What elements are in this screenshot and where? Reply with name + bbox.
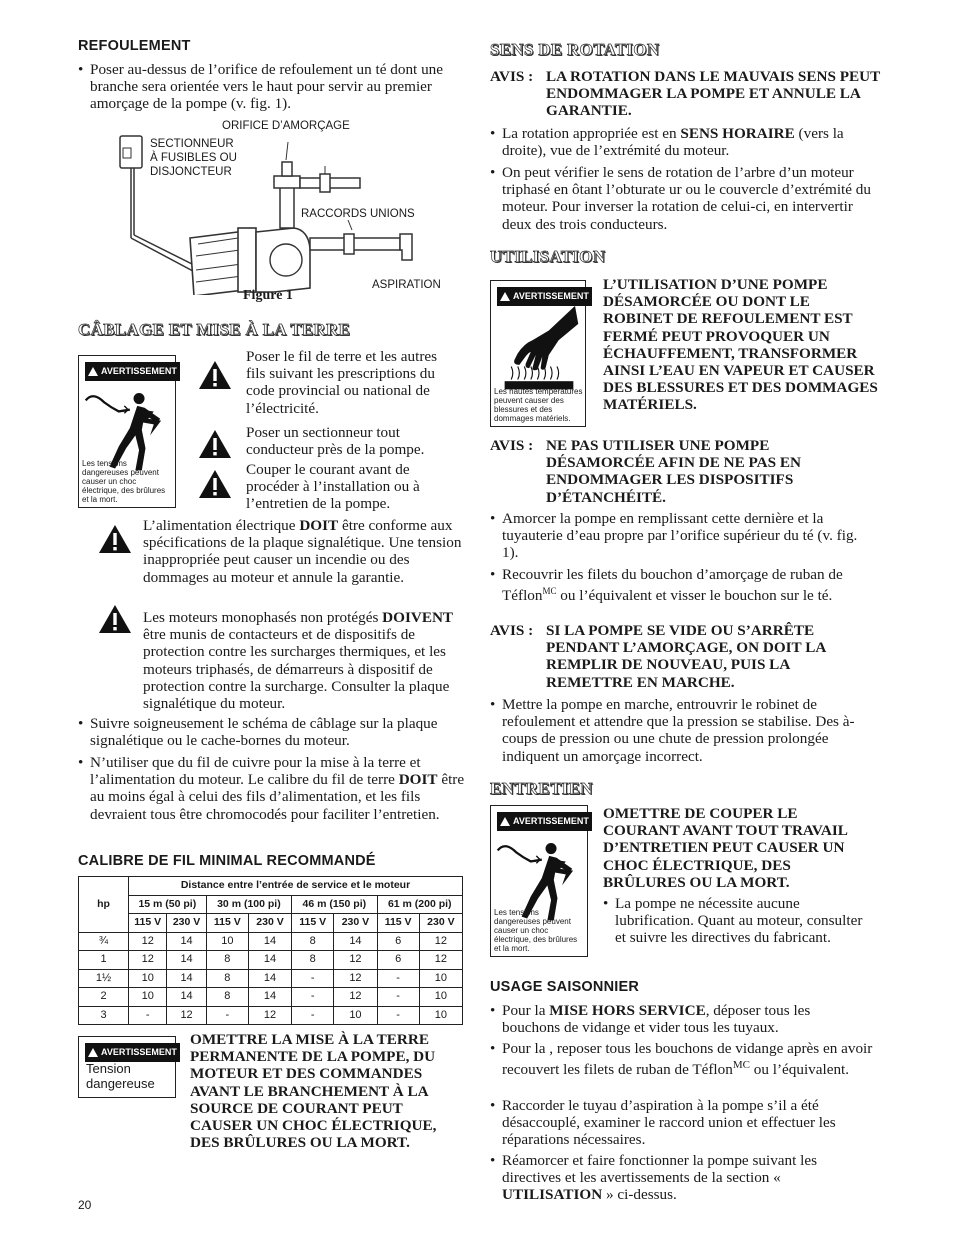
bullet2-text-b: DOIT: [398, 771, 438, 789]
cablage-item-5: [143, 609, 465, 712]
warning-triangle-icon: [198, 360, 232, 390]
gauge-cell: 6: [377, 932, 419, 951]
gauge-cell: 10: [419, 1006, 462, 1025]
hp-cell: 1: [79, 951, 129, 970]
distance-column-header: 61 m (200 pi): [377, 895, 462, 914]
gauge-cell: 10: [419, 969, 462, 988]
ground-warning-header: [85, 1043, 180, 1062]
rotation-heading: SENS DE ROTATION: [490, 40, 660, 59]
saisonnier-heading: USAGE SAISONNIER: [490, 979, 640, 995]
gauge-cell: 12: [334, 969, 377, 988]
gauge-cell: 12: [419, 932, 462, 951]
figure-label-switch-line2: À FUSIBLES OU: [150, 152, 237, 164]
gauge-cell: 10: [419, 988, 462, 1007]
ground-warning-text: OMETTRE LA MISE À LA TERRE PERMANENTE DE LA POMPE, DU MOTEUR ET DES COMMANDES AVANT LE BRANCHEMENT À LA SOURCE DE COURANT PEUT CAUSER UN CHOC ÉLECTRIQUE, DES BRÛLURES OU LA MORT.: [190, 1031, 437, 1152]
cablage-warning-label: AVERTISSEMENT: [101, 366, 177, 376]
gauge-cell: 14: [167, 969, 206, 988]
cablage-item-3: Couper le courant avant de procéder à l’installation ou à l’entretien de la pompe.: [246, 461, 420, 513]
cablage-heading: CÂBLAGE ET MISE À LA TERRE: [78, 320, 351, 339]
item4-text-a: L’alimentation électrique: [143, 517, 300, 534]
warning-triangle-icon: [98, 524, 132, 554]
voltage-column-header: 115 V: [206, 914, 248, 933]
gauge-cell: 10: [129, 969, 167, 988]
table-heading: CALIBRE DE FIL MINIMAL RECOMMANDÉ: [78, 853, 376, 869]
voltage-column-header: 230 V: [167, 914, 206, 933]
item4-text-c: être conforme aux spécifications de la plaque signalétique. Une tension inappropriée peut causer un incendie ou des dommages au moteur et annule la garantie.: [143, 517, 462, 586]
utilisation-bullet-2: [490, 566, 875, 604]
distance-header: Distance entre l’entrée de service et le moteur: [129, 877, 463, 896]
bullet2-text-c: être au moins égal à celui des fils d’alimentation, et les fils devraient tous être chromocodés pour faciliter l’entretien.: [90, 771, 465, 823]
figure-1: [98, 120, 478, 295]
ground-warning-label: AVERTISSEMENT: [101, 1047, 177, 1057]
rotation-avis: [490, 68, 880, 120]
util-bullet2-a: Recouvrir les filets du bouchon d’amorçage de ruban de Téflon: [502, 566, 843, 605]
rotation-bullet1-a: La rotation appropriée est en: [502, 125, 681, 142]
ground-warning-box-line1: Tension: [86, 1061, 131, 1076]
hp-cell: 2: [79, 988, 129, 1007]
wire-gauge-table: [78, 876, 463, 1025]
utilisation-warning-caption: Les hautes températures peuvent causer des blessures et des dommages matériels.: [494, 387, 583, 423]
sais-bullet2-a: Pour la: [502, 1040, 550, 1057]
cablage-warning-caption: Les tensions dangereuses peuvent causer un choc électrique, des brûlures et la mort.: [82, 459, 166, 504]
gauge-cell: -: [292, 988, 334, 1007]
gauge-cell: 14: [334, 932, 377, 951]
hp-cell: ¾: [79, 932, 129, 951]
sais-bullet2-sup: MC: [732, 1059, 750, 1072]
gauge-cell: -: [377, 969, 419, 988]
utilisation-avis-1: [490, 437, 880, 506]
gauge-cell: 14: [167, 932, 206, 951]
hp-header: hp: [79, 877, 129, 933]
gauge-cell: 14: [248, 951, 291, 970]
item5-text-c: être munis de contacteurs et de dispositifs de protection contre les surcharges thermiques, et les moteurs triphasés, de démarreurs à dispositif de protection contre la surcharge. Consulter la plaque signalétique du moteur.: [143, 626, 450, 713]
refoulement-heading: REFOULEMENT: [78, 38, 191, 54]
table-row: [79, 969, 463, 988]
rotation-bullet-2: • On peut vérifier le sens de rotation de l’arbre d’un moteur triphasé en ôtant l’obturate ur ou le couvercle d’extrémité du moteur. Pour inverser la rotation de celui-ci, en intervertir deux des trois conducteurs.: [490, 164, 875, 233]
alert-icon: [500, 292, 510, 301]
hp-cell: 3: [79, 1006, 129, 1025]
ground-warning-box-text: [86, 1061, 155, 1091]
bullet2-text-a: N’utiliser que du fil de cuivre pour la mise à la terre et l’alimentation du moteur. Le calibre du fil de terre: [90, 754, 421, 789]
gauge-cell: 14: [167, 988, 206, 1007]
figure-label-switch-line1: SECTIONNEUR: [150, 138, 234, 150]
sais-bullet4-a: Réamorcer et faire fonctionner la pompe suivant les directives et les avertissements de la section «: [502, 1152, 818, 1187]
gauge-cell: 14: [248, 988, 291, 1007]
gauge-cell: 10: [334, 1006, 377, 1025]
voltage-column-header: 230 V: [334, 914, 377, 933]
gauge-cell: 12: [419, 951, 462, 970]
alert-icon: [500, 817, 510, 826]
table-row: [79, 951, 463, 970]
figure-label-suction: ASPIRATION: [372, 279, 441, 291]
gauge-cell: 10: [206, 932, 248, 951]
rotation-avis-text: LA ROTATION DANS LE MAUVAIS SENS PEUT ENDOMMAGER LA POMPE ET ANNULE LA GARANTIE.: [546, 68, 880, 120]
sais-bullet4-b: UTILISATION: [502, 1186, 603, 1204]
gauge-cell: 8: [206, 969, 248, 988]
alert-icon: [88, 367, 98, 376]
cablage-item-2: Poser un sectionneur tout conducteur près de la pompe.: [246, 424, 425, 459]
cablage-item-4: [143, 517, 465, 586]
voltage-column-header: 115 V: [292, 914, 334, 933]
item5-text-a: Les moteurs monophasés non protégés: [143, 609, 383, 626]
sais-bullet2-c: , reposer tous les bouchons de vidange après en avoir recouvert les filets de ruban de Téflon: [502, 1040, 873, 1079]
distance-column-header: 46 m (150 pi): [292, 895, 377, 914]
gauge-cell: 8: [292, 951, 334, 970]
voltage-column-header: 230 V: [248, 914, 291, 933]
warning-triangle-icon: [198, 429, 232, 459]
saisonnier-bullet-4: [490, 1152, 865, 1204]
gauge-cell: 12: [129, 932, 167, 951]
entretien-warning-text: OMETTRE DE COUPER LE COURANT AVANT TOUT TRAVAIL D’ENTRETIEN PEUT CAUSER UN CHOC ÉLECTRIQUE, DES BRÛLURES OU LA MORT.: [603, 805, 848, 891]
gauge-cell: 12: [167, 1006, 206, 1025]
gauge-cell: -: [377, 1006, 419, 1025]
sais-bullet4-c: » ci-dessus.: [602, 1186, 677, 1204]
gauge-cell: 12: [334, 951, 377, 970]
gauge-cell: -: [377, 988, 419, 1007]
gauge-cell: -: [292, 1006, 334, 1025]
voltage-column-header: 115 V: [377, 914, 419, 933]
alert-icon: [88, 1048, 98, 1057]
gauge-cell: 8: [206, 951, 248, 970]
entretien-warning-label: AVERTISSEMENT: [513, 816, 589, 826]
figure-label-switch: [150, 137, 237, 179]
table-row: [79, 932, 463, 951]
warning-triangle-icon: [198, 469, 232, 499]
gauge-cell: 8: [292, 932, 334, 951]
entretien-warning-caption: Les tensions dangereuses peuvent causer un choc électrique, des brûlures et la mort.: [494, 908, 578, 953]
sais-bullet1-c: , déposer tous les bouchons de vidange et vider tous les tuyaux.: [502, 1002, 811, 1037]
hot-surface-icon: [494, 301, 584, 391]
utilisation-avis1-text: NE PAS UTILISER UNE POMPE DÉSAMORCÉE AFIN DE NE PAS EN ENDOMMAGER LES DISPOSITIFS D’ÉTANCHÉITÉ.: [546, 437, 801, 506]
gauge-cell: 12: [334, 988, 377, 1007]
cablage-bullet-2: [78, 754, 466, 823]
table-row: [79, 988, 463, 1007]
rotation-bullet1-b: SENS HORAIRE: [680, 125, 795, 142]
gauge-cell: 12: [248, 1006, 291, 1025]
utilisation-warning-text: L’UTILISATION D’UNE POMPE DÉSAMORCÉE OU DONT LE ROBINET DE REFOULEMENT EST FERMÉ PEUT PROVOQUER UN ÉCHAUFFEMENT, TRANSFORMER AINSI L’EAU EN VAPEUR ET CAUSER DES BLESSURES ET DES DOMMAGES MATÉRIELS.: [603, 276, 878, 414]
gauge-cell: -: [129, 1006, 167, 1025]
gauge-cell: 14: [248, 969, 291, 988]
utilisation-heading: UTILISATION: [490, 247, 606, 266]
item4-text-b: DOIT: [299, 517, 339, 534]
entretien-warning-box: [490, 805, 588, 957]
cablage-item-1: Poser le fil de terre et les autres fils suivant les prescriptions du code provincial ou national de l’électricité.: [246, 348, 438, 417]
utilisation-avis-2: [490, 622, 880, 691]
rotation-bullet-1: [490, 125, 865, 159]
utilisation-warning-box: [490, 280, 589, 427]
gauge-cell: -: [292, 969, 334, 988]
gauge-cell: 8: [206, 988, 248, 1007]
cablage-warning-header: [85, 362, 180, 381]
voltage-column-header: 230 V: [419, 914, 462, 933]
gauge-cell: 10: [129, 988, 167, 1007]
warning-triangle-icon: [98, 604, 132, 634]
saisonnier-bullet-3: • Raccorder le tuyau d’aspiration à la pompe s’il a été désaccouplé, examiner le raccord union et effectuer les réparations nécessaires.: [490, 1097, 880, 1149]
gauge-cell: -: [206, 1006, 248, 1025]
utilisation-avis2-text: SI LA POMPE SE VIDE OU S’ARRÊTE PENDANT L’AMORÇAGE, ON DOIT LA REMPLIR DE NOUVEAU, PUIS LA REMETTRE EN MARCHE.: [546, 622, 826, 691]
entretien-warning-header: [497, 812, 592, 831]
entretien-heading: ENTRETIEN: [490, 779, 593, 798]
gauge-cell: 12: [129, 951, 167, 970]
table-row: [79, 1006, 463, 1025]
figure-caption: Figure 1: [243, 288, 293, 303]
utilisation-avis2-label: AVIS :: [490, 622, 534, 639]
item5-text-b: DOIVENT: [382, 609, 454, 626]
saisonnier-bullet-1: [490, 1002, 860, 1036]
gauge-cell: 14: [167, 951, 206, 970]
cablage-warning-box: [78, 355, 176, 508]
cablage-bullet-1: • Suivre soigneusement le schéma de câblage sur la plaque signalétique ou le cache-bornes du moteur.: [78, 715, 466, 749]
distance-column-header: 15 m (50 pi): [129, 895, 207, 914]
utilisation-bullet-1: • Amorcer la pompe en remplissant cette dernière et la tuyauterie d’eau propre par l’orifice supérieur du té (v. fig. 1).: [490, 510, 875, 562]
rotation-avis-label: AVIS :: [490, 68, 534, 85]
figure-label-switch-line3: DISJONCTEUR: [150, 166, 232, 178]
entretien-bullet: • La pompe ne nécessite aucune lubrification. Quant au moteur, consulter et suivre les directives du fabricant.: [603, 895, 865, 947]
utilisation-warning-label: AVERTISSEMENT: [513, 291, 589, 301]
saisonnier-bullet-2: [490, 1040, 880, 1078]
gauge-cell: 14: [248, 932, 291, 951]
hp-cell: 1½: [79, 969, 129, 988]
utilisation-avis1-label: AVIS :: [490, 437, 534, 454]
rotation-bullet1-c: (vers la droite), vue de l’extrémité du moteur.: [502, 125, 844, 160]
util-bullet2-sup: MC: [542, 586, 557, 597]
sais-bullet2-d: ou l’équivalent.: [749, 1061, 850, 1079]
sais-bullet1-b: MISE HORS SERVICE: [549, 1002, 706, 1019]
utilisation-bullet-3: • Mettre la pompe en marche, entrouvrir le robinet de refoulement et attendre que la pression se stabilise. Des à-coups de pression ou une chute de pression prolongée indiquent un amorçage incorrect.: [490, 696, 880, 765]
util-bullet2-b: ou l’équivalent et visser le bouchon sur le té.: [556, 587, 833, 605]
figure-label-priming: ORIFICE D’AMORÇAGE: [222, 120, 350, 132]
voltage-column-header: 115 V: [129, 914, 167, 933]
distance-column-header: 30 m (100 pi): [206, 895, 291, 914]
sais-bullet1-a: Pour la: [502, 1002, 550, 1019]
ground-warning-box-line2: dangereuse: [86, 1076, 155, 1091]
gauge-cell: 6: [377, 951, 419, 970]
figure-label-unions: RACCORDS UNIONS: [301, 208, 415, 220]
refoulement-bullet: • Poser au-dessus de l’orifice de refoulement un té dont une branche sera orientée vers le haut pour servir au premier amorçage de la pompe (v. fig. 1).: [78, 61, 466, 113]
page-number: 20: [78, 1198, 92, 1212]
ground-warning-box: [78, 1036, 176, 1098]
